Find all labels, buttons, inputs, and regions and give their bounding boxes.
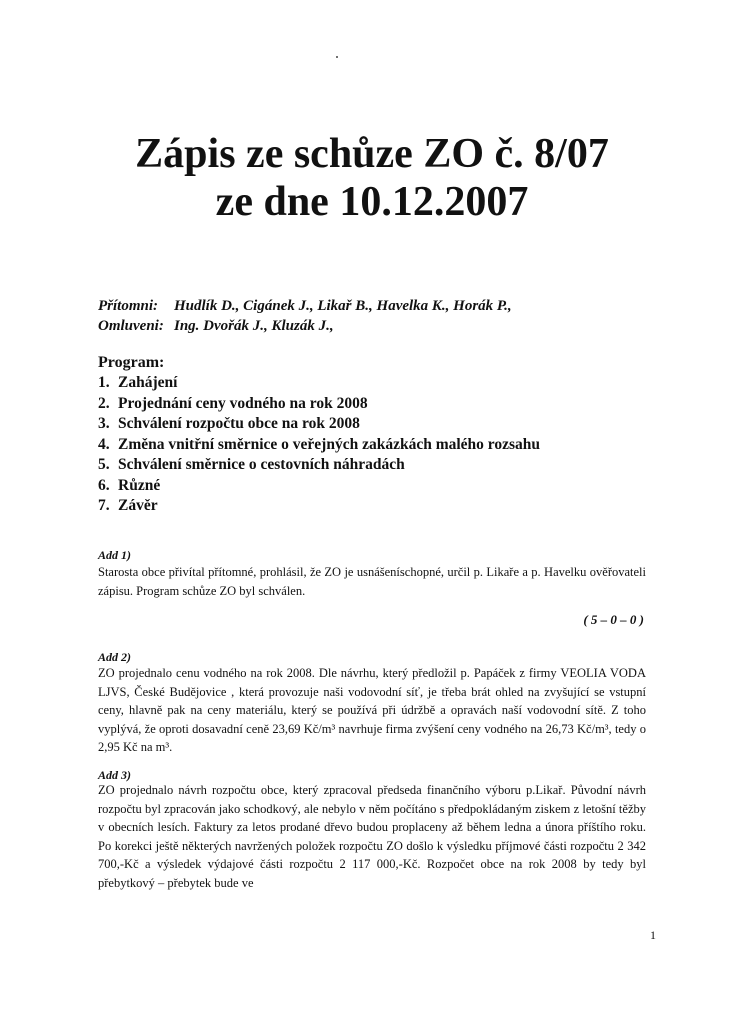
section-heading-3: Add 3) bbox=[98, 768, 131, 782]
program-item: 3. Schválení rozpočtu obce na rok 2008 bbox=[98, 415, 360, 432]
program-list bbox=[98, 373, 540, 517]
document-date: ze dne 10.12.2007 bbox=[215, 179, 529, 225]
program-item: 7. Závěr bbox=[98, 497, 158, 514]
excused-names: Ing. Dvořák J., Kluzák J., bbox=[174, 318, 334, 334]
excused-label: Omluveni: bbox=[98, 318, 164, 334]
program-item: 4. Změna vnitřní směrnice o veřejných zakázkách malého rozsahu bbox=[98, 435, 541, 453]
present-row bbox=[98, 298, 512, 315]
vote-result: ( 5 – 0 – 0 ) bbox=[583, 612, 644, 627]
section-text-2: ZO projednalo cenu vodného na rok 2008. Dle návrhu, který předložil p. Papáček z firmy VEOLIA VODA LJVS, České Budějovice , která provozuje naši vodovodní síť, je třeba brát ohled na zvyšující se vstupní ceny, hlavně pak na ceny materiálu, který se používá při údržbě a opravách naší vodovodní sítě. Z toho vyplývá, že oproti dosavadní ceně 23,69 Kč/m³ navrhuje firma zvýšení ceny vodného na 26,73 Kč/m³, tedy o 2,95 Kč na m³. bbox=[98, 666, 646, 754]
present-label: Přítomni: bbox=[98, 298, 159, 314]
document-title: Zápis ze schůze ZO č. 8/07 bbox=[135, 131, 609, 177]
program-item: 2. Projednání ceny vodného na rok 2008 bbox=[98, 394, 368, 412]
program-item: 5. Schválení směrnice o cestovních náhradách bbox=[98, 456, 405, 473]
section-heading-2: Add 2) bbox=[98, 650, 131, 664]
program-heading: Program: bbox=[98, 354, 165, 371]
program-item: 6. Různé bbox=[98, 476, 161, 494]
section-heading-1: Add 1) bbox=[98, 548, 131, 562]
section-text-1: Starosta obce přivítal přítomné, prohlásil, že ZO je usnášeníschopné, určil p. Likaře a p. Havelku ověřovateli zápisu. Program schůze ZO byl schválen. bbox=[98, 565, 646, 598]
program-item: 1. Zahájení bbox=[98, 374, 178, 391]
scan-speck bbox=[336, 56, 338, 58]
present-names: Hudlík D., Cigánek J., Likař B., Havelka K., Horák P., bbox=[174, 298, 512, 314]
excused-row bbox=[98, 318, 334, 335]
page-number: 1 bbox=[650, 928, 656, 942]
section-text-3: ZO projednalo návrh rozpočtu obce, který zpracoval předseda finančního výboru p.Likař. Původní návrh rozpočtu byl zpracován jako schodkový, ale nebylo v něm počítáno s předpokládaným ziskem z letošní těžby v obecních lesích. Faktury za letos prodané dřevo budou proplaceny až během ledna a února příštího roku. Po korekci ještě některých navržených položek rozpočtu ZO došlo k výsledku příjmové části rozpočtu 2 342 700,-Kč a výsledek výdajové části rozpočtu 2 117 000,-Kč. Rozpočet obce na rok 2008 by tedy byl přebytkový – přebytek bude ve bbox=[98, 783, 646, 890]
